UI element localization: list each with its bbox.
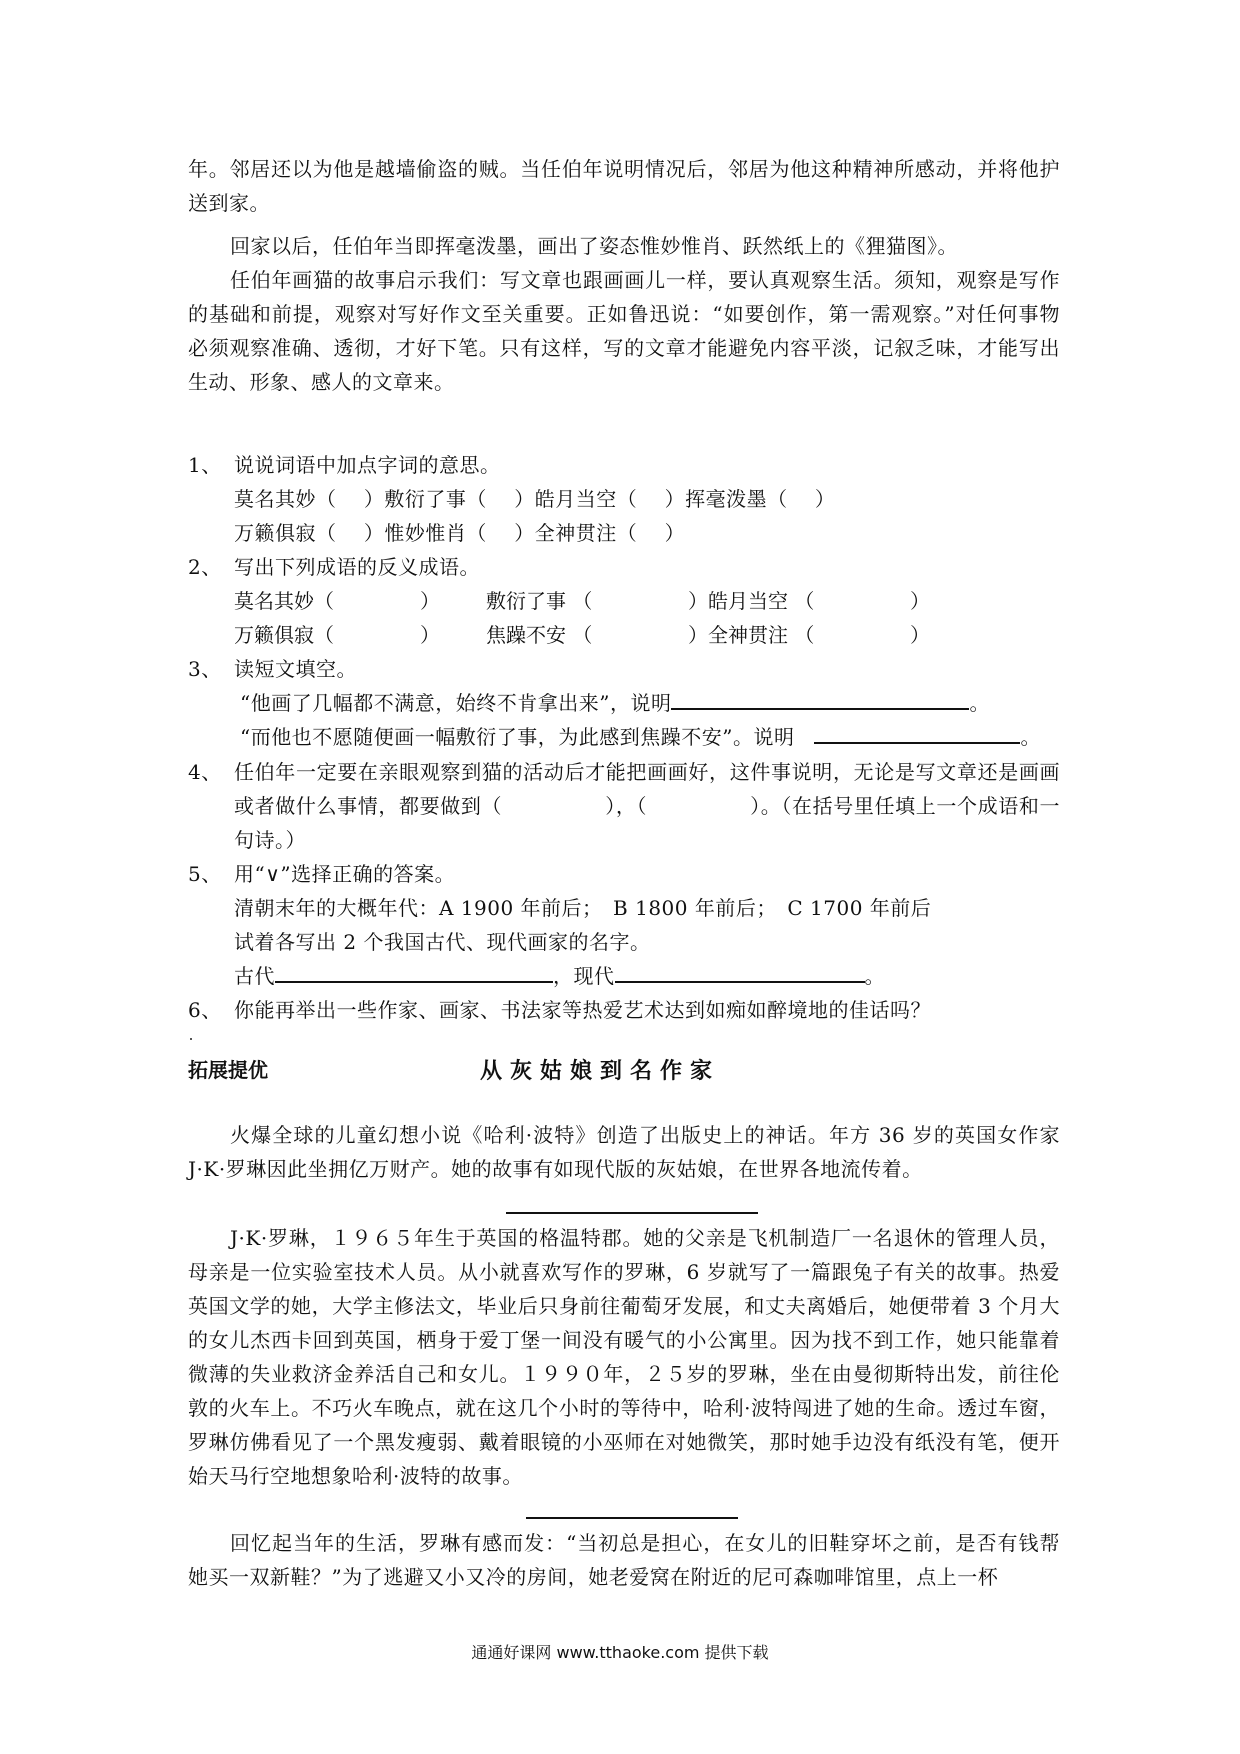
page-footer: 通通好课网 www.tthaoke.com 提供下载 (471, 1643, 769, 1662)
section-divider-2 (526, 1517, 738, 1519)
q2-idiom-3: ）皓月当空 （ (688, 589, 815, 613)
question-3-number: 3、 (188, 657, 222, 681)
q2-idiom-4: 万籁俱寂（ (234, 623, 334, 647)
question-6-number: 6、 (188, 998, 222, 1022)
passage-paragraph-1: 年。邻居还以为他是越墙偷盗的贼。当任伯年说明情况后，邻居为他这种精神所感动，并将他护送到家。 (188, 157, 1060, 215)
question-5-text: 用“∨”选择正确的答案。 (234, 862, 456, 886)
question-5-number: 5、 (188, 862, 222, 886)
passage2-paragraph-3: 回忆起当年的生活，罗琳有感而发：“当初总是担心，在女儿的旧鞋穿坏之前，是否有钱帮她买一双新鞋？”为了逃避又小又冷的房间，她老爱窝在附近的尼可森咖啡馆里，点上一杯 (188, 1531, 1060, 1589)
scan-speck (190, 1038, 192, 1040)
q2-paren-4: ） (420, 623, 440, 647)
q5-end: 。 (864, 964, 885, 988)
q3-prompt-2: “而他也不愿随便画一幅敷衍了事，为此感到焦躁不安”。说明 (240, 725, 795, 749)
question-3-line-2 (240, 720, 1041, 754)
question-6-text: 你能再举出一些作家、画家、书法家等热爱艺术达到如痴如醉境地的佳话吗？ (234, 998, 931, 1022)
section-label: 拓展提优 (188, 1058, 268, 1082)
question-5-line-2: 试着各写出 2 个我国古代、现代画家的名字。 (234, 930, 651, 954)
q3-end-1: 。 (969, 691, 990, 715)
question-1-row-2: 万籁俱寂（ ）惟妙惟肖（ ）全神贯注（ ） (234, 521, 686, 545)
q3-prompt-1: “他画了几幅都不满意，始终不肯拿出来”，说明 (240, 691, 672, 715)
question-5-line-3 (234, 959, 885, 993)
q3-answer-blank-1[interactable] (671, 686, 969, 710)
question-4-text: 任伯年一定要在亲眼观察到猫的活动后才能把画画好，这件事说明，无论是写文章还是画画或者做什么事情，都要做到（ ），（ ）。（在括号里任填上一个成语和一句诗。） (234, 760, 1060, 852)
section-divider-1 (506, 1212, 758, 1214)
question-5-line-1: 清朝末年的大概年代：A 1900 年前后； B 1800 年前后； C 1700 年前后 (234, 896, 932, 920)
q2-idiom-6: ）全神贯注 （ (688, 623, 815, 647)
q5-modern-blank[interactable] (615, 959, 865, 983)
question-1-text: 说说词语中加点字词的意思。 (234, 453, 501, 477)
q2-idiom-2: 敷衍了事 （ (486, 589, 593, 613)
q5-ancient-blank[interactable] (275, 959, 553, 983)
passage2-paragraph-2: J·K·罗琳，１９６５年生于英国的格温特郡。她的父亲是飞机制造厂一名退休的管理人员，母亲是一位实验室技术人员。从小就喜欢写作的罗琳，6 岁就写了一篇跟兔子有关的故事。热爱英国文学的她，大学主修法文，毕业后只身前往葡萄牙发展，和丈夫离婚后，她便带着 3 个月大的女儿杰西卡回到英国，栖身于爱丁堡一间没有暖气的小公寓里。因为找不到工作，她只能靠着微薄的失业救济金养活自己和女儿。１９９０年，２５岁的罗琳，坐在由曼彻斯特出发，前往伦敦的火车上。不巧火车晚点，就在这几个小时的等待中，哈利·波特闯进了她的生命。透过车窗，罗琳仿佛看见了一个黑发瘦弱、戴着眼镜的小巫师在对她微笑，那时她手边没有纸没有笔，便开始天马行空地想象哈利·波特的故事。 (188, 1226, 1060, 1488)
q2-paren-1: ） (420, 589, 440, 613)
question-1-number: 1、 (188, 453, 222, 477)
section-title: 从灰姑娘到名作家 (480, 1059, 721, 1084)
q2-idiom-1: 莫名其妙（ (234, 589, 334, 613)
q2-idiom-5: 焦躁不安 （ (486, 623, 593, 647)
q5-modern-label: ，现代 (553, 964, 615, 988)
q2-paren-3: ） (910, 589, 930, 613)
passage-paragraph-2: 回家以后，任伯年当即挥毫泼墨，画出了姿态惟妙惟肖、跃然纸上的《狸猫图》。 (230, 234, 958, 258)
question-4-number: 4、 (188, 760, 222, 784)
question-3-line-1 (240, 686, 990, 720)
question-2-text: 写出下列成语的反义成语。 (234, 555, 480, 579)
question-2-number: 2、 (188, 555, 222, 579)
passage2-paragraph-1: 火爆全球的儿童幻想小说《哈利·波特》创造了出版史上的神话。年方 36 岁的英国女作家 J·K·罗琳因此坐拥亿万财产。她的故事有如现代版的灰姑娘，在世界各地流传着。 (188, 1123, 1060, 1181)
question-1-row-1: 莫名其妙（ ）敷衍了事（ ）皓月当空（ ）挥毫泼墨（ ） (234, 487, 836, 511)
q5-ancient-label: 古代 (234, 964, 275, 988)
q3-answer-blank-2[interactable] (814, 720, 1020, 744)
question-3-text: 读短文填空。 (234, 657, 357, 681)
passage-paragraph-3: 任伯年画猫的故事启示我们：写文章也跟画画儿一样，要认真观察生活。须知，观察是写作的基础和前提，观察对写好作文至关重要。正如鲁迅说：“如要创作，第一需观察。”对任何事物必须观察准确、透彻，才好下笔。只有这样，写的文章才能避免内容平淡，记叙乏味，才能写出生动、形象、感人的文章来。 (188, 268, 1060, 394)
q2-paren-6: ） (910, 623, 930, 647)
q3-end-2: 。 (1020, 725, 1041, 749)
